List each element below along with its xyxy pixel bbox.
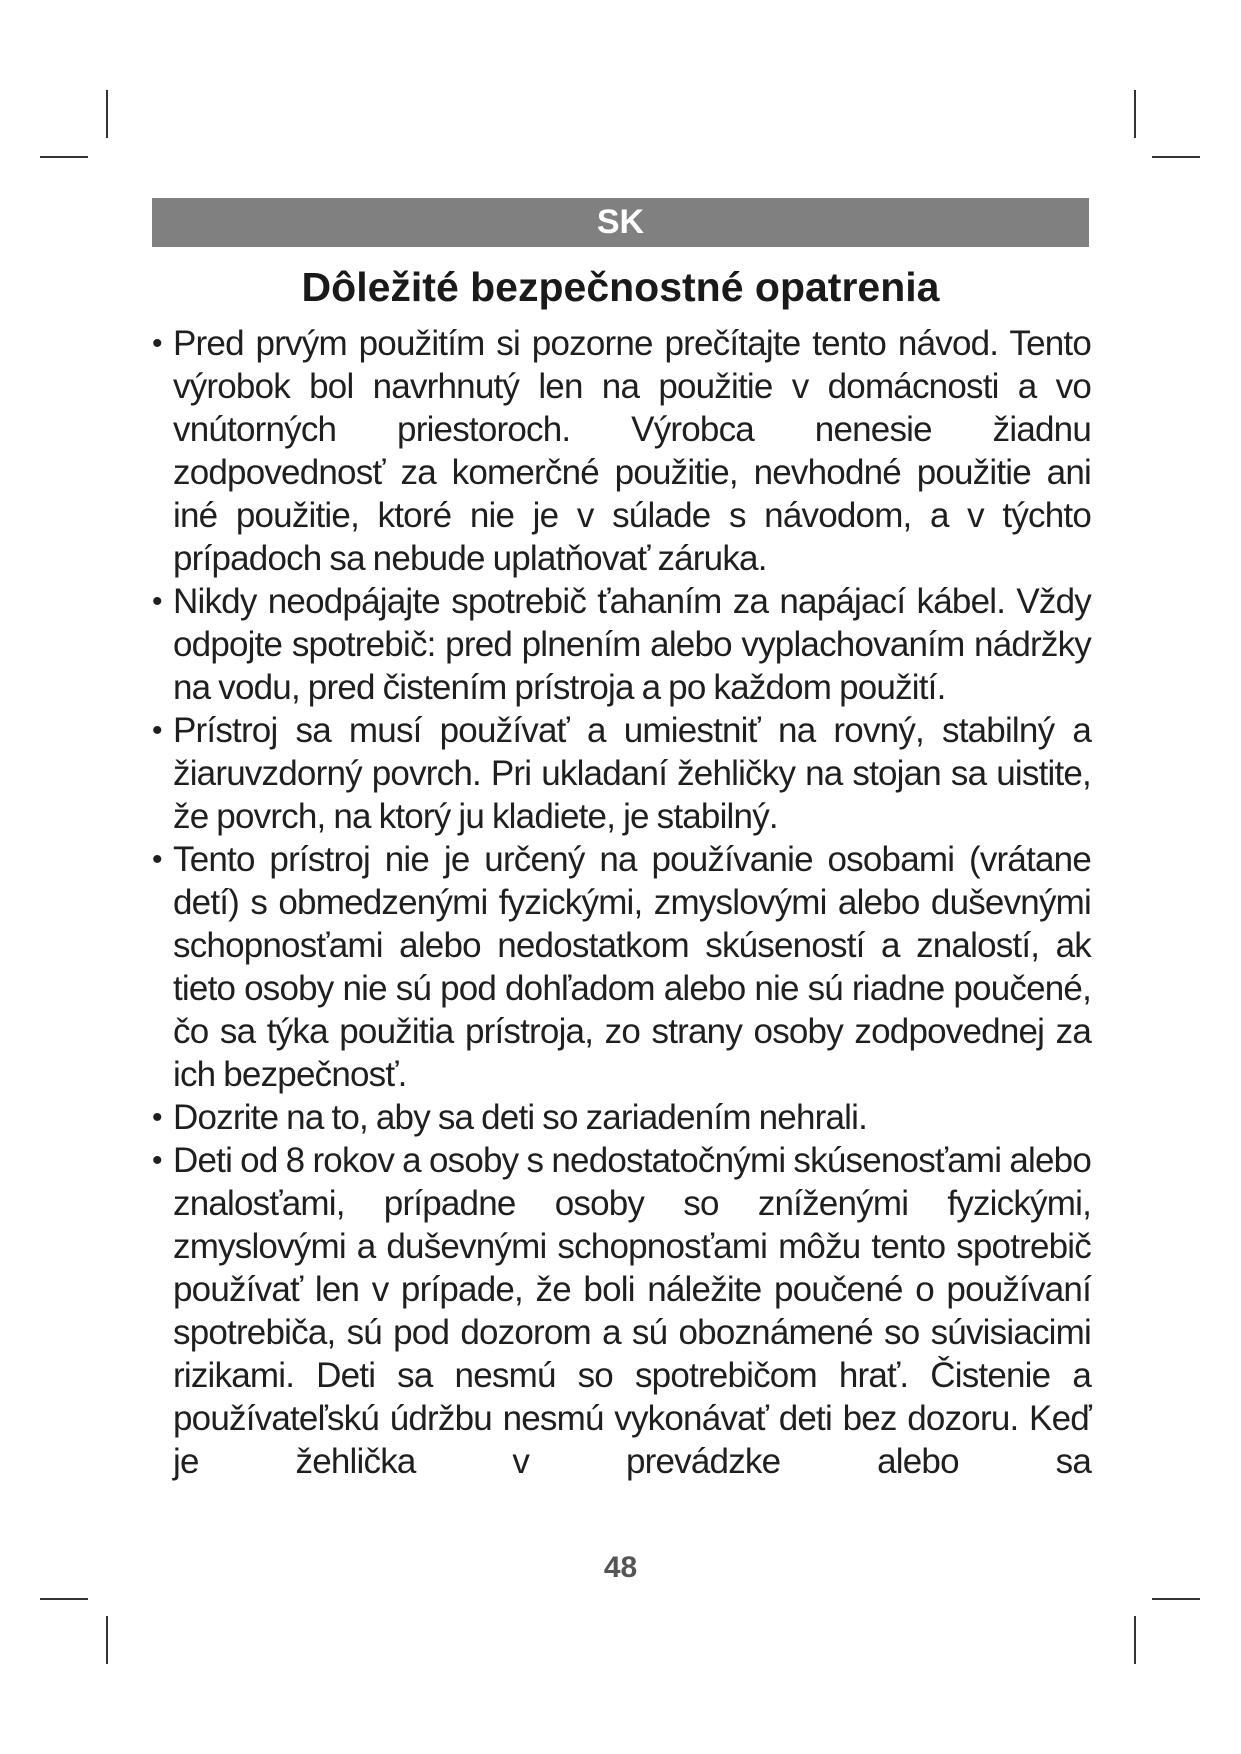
safety-instruction-item (152, 322, 1091, 580)
language-header-bar: SK (152, 198, 1089, 247)
crop-mark-top-right-horizontal (1152, 156, 1200, 158)
instruction-text: Tento prístroj nie je určený na používanie osobami (vrátane detí) s obmedzenými fyzickými, zmyslovými alebo duševnými schopnosťami alebo nedostatkom skúseností a znalostí, ak tieto osoby nie sú pod dohľadom alebo nie sú riadne poučené, čo sa týka použitia prístroja, zo strany osoby zodpovednej za ich bezpečnosť. (173, 840, 1091, 1094)
bullet-point: • (152, 1144, 162, 1177)
instruction-text: Deti od 8 rokov a osoby s nedostatočnými skúsenosťami alebo znalosťami, prípadne osoby so zníženými fyzickými, zmyslovými a duševnými schopnosťami môžu tento spotrebič používať len v prípade, že boli náležite poučené o používaní spotrebiča, sú pod dozorom a sú oboznámené so súvisiacimi rizikami. Deti sa nesmú so spotrebičom hrať. Čistenie a používateľskú údržbu nesmú vykonávať deti bez dozoru. Keď je žehlička v prevádzke alebo sa (173, 1141, 1091, 1481)
safety-instruction-item (152, 709, 1091, 838)
safety-instruction-item (152, 580, 1091, 709)
instruction-text: Dozrite na to, aby sa deti so zariadením nehrali. (173, 1098, 868, 1137)
crop-mark-bottom-left-vertical (106, 1616, 108, 1664)
bullet-point: • (152, 327, 162, 360)
page-number: 48 (603, 1551, 638, 1584)
crop-mark-top-left-vertical (106, 90, 108, 138)
safety-instruction-item (152, 838, 1091, 1096)
page-title: Dôležité bezpečnostné opatrenia (301, 264, 940, 310)
safety-instruction-item (152, 1139, 1091, 1483)
instruction-text: Prístroj sa musí používať a umiestniť na rovný, stabilný a žiaruvzdorný povrch. Pri ukladaní žehličky na stojan sa uistite, že povrch, na ktorý ju kladiete, je stabilný. (173, 711, 1091, 836)
safety-instructions-list (152, 322, 1091, 1483)
safety-instruction-item (152, 1096, 1091, 1139)
crop-mark-bottom-right-horizontal (1152, 1598, 1200, 1600)
bullet-point: • (152, 714, 162, 747)
bullet-point: • (152, 843, 162, 876)
crop-mark-top-left-horizontal (40, 156, 88, 158)
instruction-text: Pred prvým použitím si pozorne prečítajte tento návod. Tento výrobok bol navrhnutý len na použitie v domácnosti a vo vnútorných priestoroch. Výrobca nenesie žiadnu zodpovednosť za komerčné použitie, nevhodné použitie ani iné použitie, ktoré nie je v súlade s návodom, a v týchto prípadoch sa nebude uplatňovať záruka. (173, 324, 1091, 578)
crop-mark-bottom-right-vertical (1134, 1616, 1136, 1664)
crop-mark-top-right-vertical (1134, 90, 1136, 138)
bullet-point: • (152, 1101, 162, 1134)
bullet-point: • (152, 585, 162, 618)
instruction-text: Nikdy neodpájajte spotrebič ťahaním za napájací kábel. Vždy odpojte spotrebič: pred plnením alebo vyplachovaním nádržky na vodu, pred čistením prístroja a po každom použití. (173, 582, 1091, 707)
crop-mark-bottom-left-horizontal (40, 1598, 88, 1600)
